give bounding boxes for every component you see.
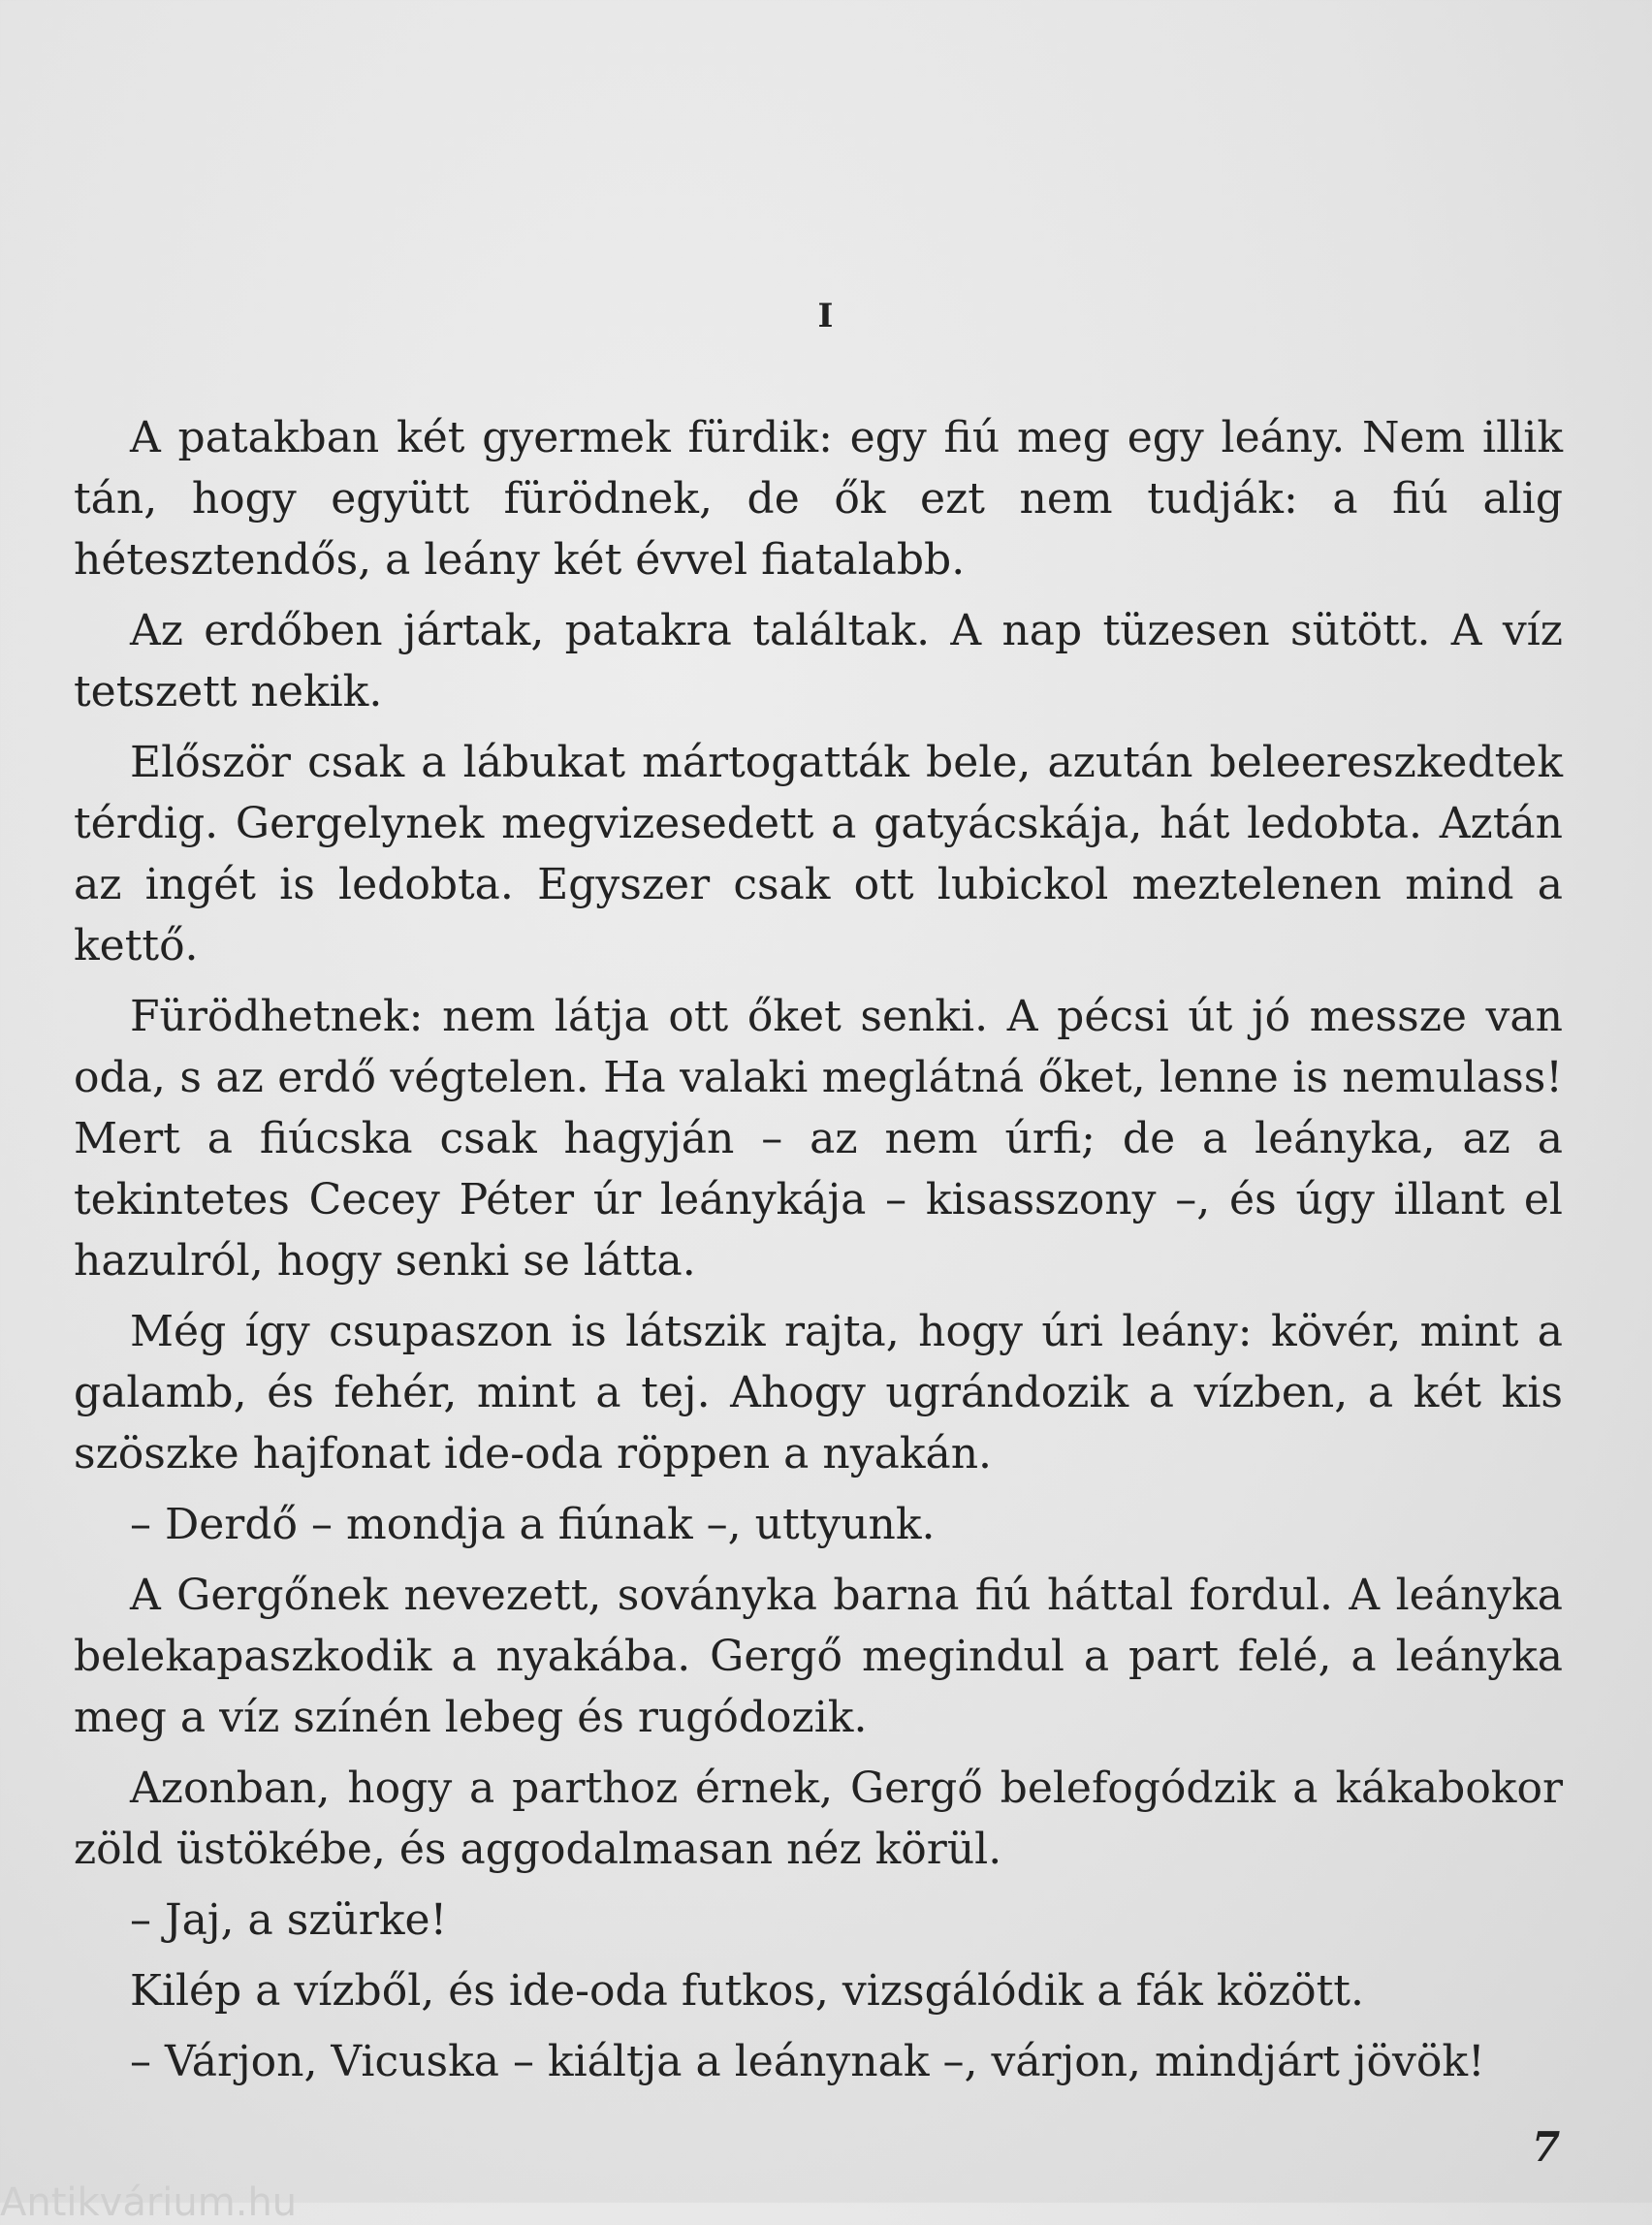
paragraph: Először csak a lábukat mártogatták bele, azután beleereszkedtek térdig. Gergelynek megvizesedett a gatyácskája, hát ledobta. Aztán az ingét is ledobta. Egyszer csak ott lubickol meztelenen mind a kettő. (74, 738, 1563, 970)
watermark: Antikvárium.hu (0, 2180, 298, 2225)
paragraph: Még így csupaszon is látszik rajta, hogy úri leány: kövér, mint a galamb, és fehér, mint a tej. Ahogy ugrándozik a vízben, a két kis szöszke hajfonat ide-oda röppen a nyakán. (74, 1307, 1563, 1478)
paragraph: – Derdő – mondja a fiúnak –, uttyunk. (130, 1500, 936, 1549)
paragraph: Fürödhetnek: nem látja ott őket senki. A pécsi út jó messze van oda, s az erdő végtelen. Ha valaki meglátná őket, lenne is nemulass! Mert a fiúcska csak hagyján – az nem úrfi; de a leányka, az a tekintetes Cecey Péter úr leánykája – kisasszony –, és úgy illant el hazulról, hogy senki se látta. (74, 992, 1563, 1286)
paragraph: – Várjon, Vicuska – kiáltja a leánynak –, várjon, mindjárt jövök! (130, 2037, 1485, 2086)
paragraph: Kilép a vízből, és ide-oda futkos, vizsgálódik a fák között. (130, 1966, 1364, 2016)
paragraph: – Jaj, a szürke! (130, 1895, 448, 1945)
chapter-number: I (817, 297, 835, 335)
paragraph: Az erdőben jártak, patakra találtak. A nap tüzesen sütött. A víz tetszett nekik. (74, 606, 1563, 716)
paragraph: A Gergőnek nevezett, soványka barna fiú háttal fordul. A leányka belekapaszkodik a nyakába. Gergő megindul a part felé, a leányka meg a víz színén lebeg és rugódozik. (74, 1571, 1563, 1742)
body-text (74, 407, 1563, 2102)
page-number: 7 (1532, 2123, 1561, 2171)
paragraph: Azonban, hogy a parthoz érnek, Gergő belefogódzik a kákabokor zöld üstökébe, és aggodalmasan néz körül. (74, 1764, 1563, 1874)
paragraph: A patakban két gyermek fürdik: egy fiú meg egy leány. Nem illik tán, hogy együtt fürödnek, de ők ezt nem tudják: a fiú alig hétesztendős, a leány két évvel fiatalabb. (74, 413, 1563, 585)
